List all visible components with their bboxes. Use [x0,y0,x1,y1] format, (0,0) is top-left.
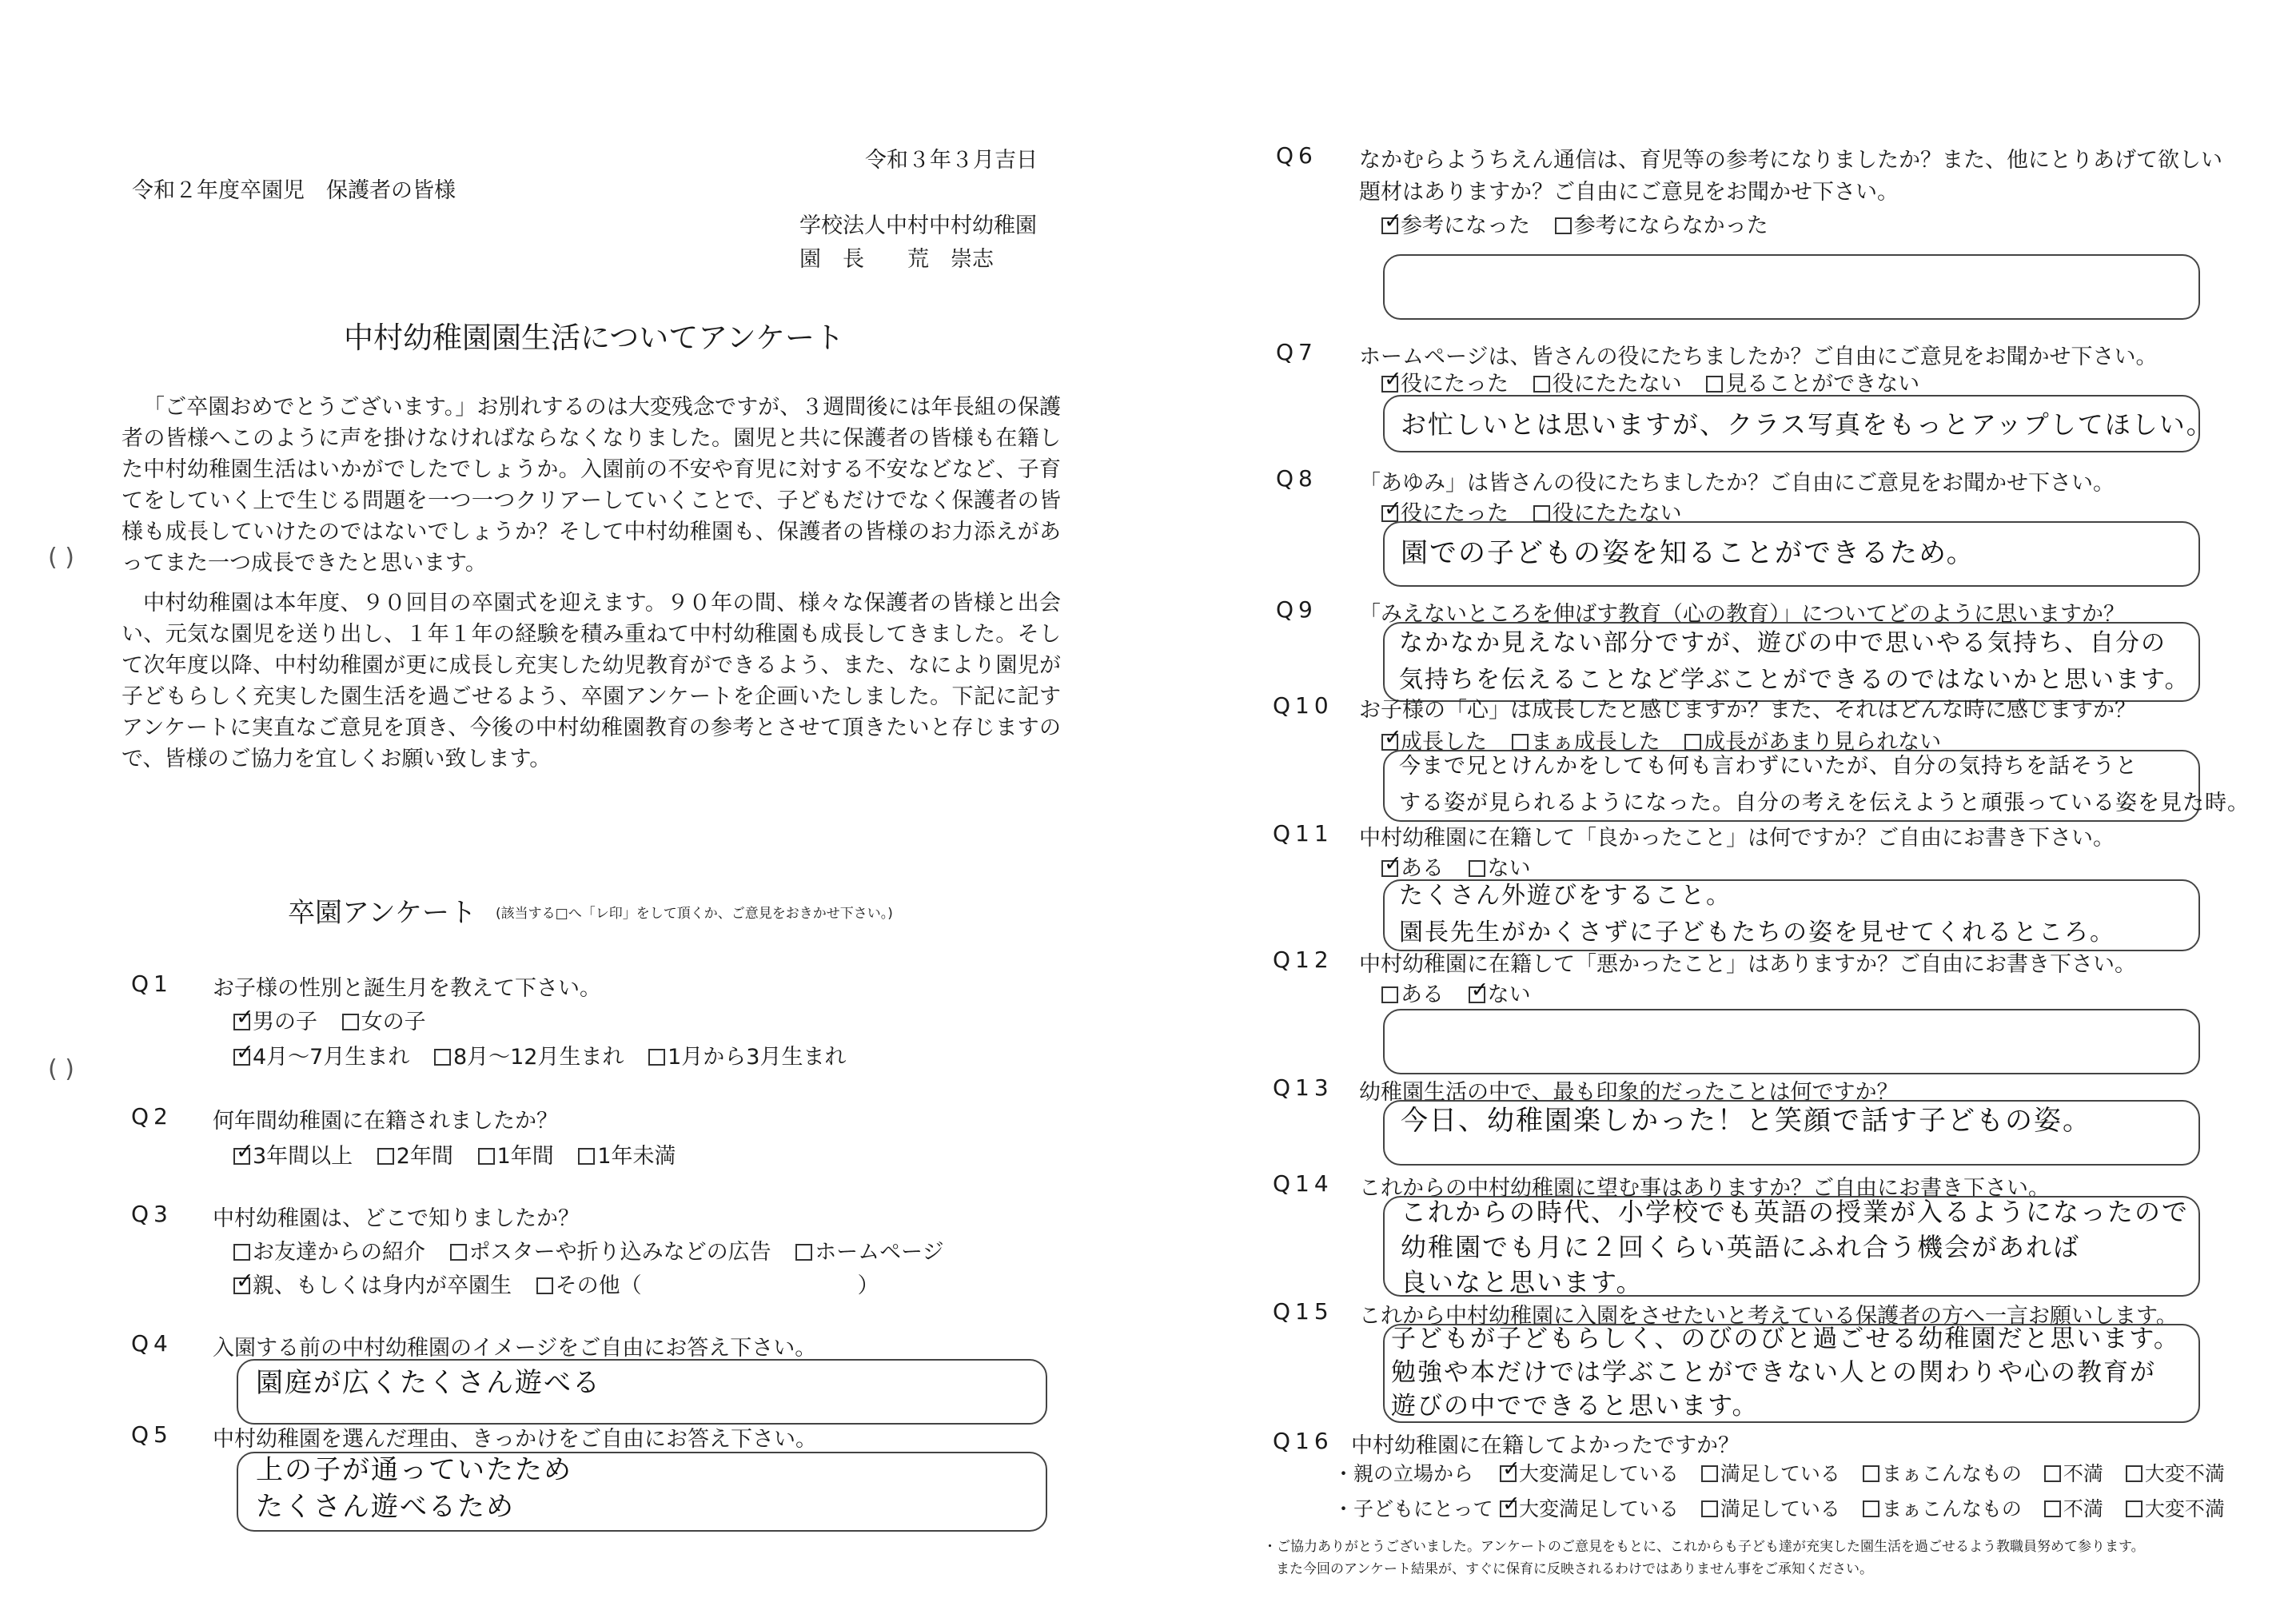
answer-line: なかなか見えない部分ですが、遊びの中で思いやる気持ち、自分の [1399,629,2166,657]
q13-text: 幼稚園生活の中で、最も印象的だったことは何ですか？ [1359,1080,1899,1105]
q11-answer [1399,878,2115,951]
checkbox[interactable] [2126,1465,2143,1482]
answer-line: 良いなと思います。 [1401,1267,1644,1297]
option[interactable]: まぁ成長した [1512,724,1660,755]
q6-number: Q6 [1276,142,1317,169]
checkbox[interactable] [1863,1500,1879,1517]
survey-note: (該当する□へ「レ印」をして頂くか、ご意見をおきかせ下さい。) [496,906,893,922]
q15-text: これから中村幼稚園に入園をさせたいと考えている保護者の方へ一言お願いします。 [1359,1304,2178,1329]
checkbox[interactable] [1469,860,1485,877]
checkbox[interactable] [1863,1465,1879,1482]
q3-number: Q3 [131,1201,173,1227]
q16-row-label: ・子どもにとって [1333,1497,1493,1520]
option[interactable]: ホームページ [795,1234,943,1265]
option[interactable]: 不満 [2044,1493,2103,1522]
checkbox[interactable] [2044,1465,2061,1482]
checkbox[interactable] [1533,376,1550,393]
intro-paragraph-2: 中村幼稚園は本年度、９０回目の卒園式を迎えます。９０年の間、様々な保護者の皆様と出会い、元気な園児を送り出し、１年１年の経験を積み重ねて中村幼稚園も成長してきました。そして次年度以降、中村幼稚園が更に成長し充実した幼児教育ができるよう、また、なにより園児が子どもらしく充実した園生活を過ごせるよう、卒園アンケートを企画いたしました。下記に記すアンケートに実直なご意見を頂き、今後の中村幼稚園教育の参考とさせて頂きたいと存じますので、皆様のご協力を宜しくお願い致します。 [122,591,1061,771]
option[interactable]: ✓役にたった [1381,366,1509,397]
footer-note-1: ・ご協力ありがとうございました。アンケートのご意見をもとに、これからも子ども達が充実した園生活を過ごせるよう教職員努めて参ります。 [1263,1539,2145,1555]
option[interactable]: 1年未満 [578,1138,676,1170]
q2-number: Q2 [131,1103,173,1130]
q1-options-birth [233,1039,863,1070]
q7-text: ホームページは、皆さんの役にたちましたか？ご自由にご意見をお聞かせ下さい。 [1359,345,2158,369]
checkbox[interactable] [2126,1500,2143,1517]
answer-line: 気持ちを伝えることなど学ぶことができるのではないかと思います。 [1399,666,2190,694]
option[interactable]: ✓ある [1381,851,1444,882]
option[interactable]: ない [1469,851,1531,882]
checkbox[interactable] [2044,1500,2061,1517]
checkbox[interactable] [1381,505,1398,522]
q2-options [233,1138,694,1170]
q6-text-2: 題材はありますか？ご自由にご意見をお聞かせ下さい。 [1359,180,1899,205]
q12-number: Q12 [1273,946,1333,973]
answer-line: たくさん遊べるため [256,1491,515,1523]
option[interactable]: 役にたたない [1533,366,1682,397]
answer-line: 今まで兄とけんかをしても何も言わずにいたが、自分の気持ちを話そうと [1399,754,2138,779]
checkbox[interactable] [536,1277,553,1294]
hole-punch-mark: ( ) [48,1055,74,1083]
q6-text-1: なかむらようちえん通信は、育児等の参考になりましたか？また、他にとりあげて欲しい [1359,148,2222,173]
q9-answer [1399,625,2190,699]
q1-number: Q1 [131,970,173,997]
option[interactable]: ある [1381,977,1444,1008]
checkbox[interactable] [1381,217,1398,234]
q10-number: Q10 [1273,692,1333,719]
answer-line: する姿が見られるようになった。自分の考えを伝えようと頑張っている姿を見た時。 [1399,791,2250,815]
q13-number: Q13 [1273,1074,1333,1101]
q16-number: Q16 [1273,1428,1333,1454]
option[interactable]: 満足している [1701,1493,1840,1522]
q10-text: お子様の「心」は成長したと感じますか？また、それはどんな時に感じますか？ [1359,698,2136,723]
checkbox[interactable] [1706,376,1723,393]
q10-answer [1399,748,2250,822]
header-recipient: 令和２年度卒園児 保護者の皆様 [132,178,456,203]
checkbox[interactable] [1500,1500,1517,1517]
checkbox[interactable] [1381,734,1398,751]
answer-line: これからの時代、小学校でも英語の授業が入るようになったので [1401,1197,2190,1227]
checkbox[interactable] [1381,376,1398,393]
option[interactable]: 満足している [1701,1458,1840,1487]
checkbox[interactable] [1701,1500,1718,1517]
option[interactable]: 不満 [2044,1458,2103,1487]
option[interactable]: 大変不満 [2126,1493,2225,1522]
option[interactable]: 役にたたない [1533,496,1682,527]
option[interactable]: 参考にならなかった [1555,208,1768,239]
checkbox[interactable] [1533,505,1550,522]
q16-options-parent [1333,1458,2225,1487]
option[interactable]: ポスターや折り込みなどの広告 [450,1234,771,1265]
answer-line: 園長先生がかくさずに子どもたちの姿を見せてくれるところ。 [1399,919,2115,946]
q5-answer [256,1452,572,1525]
option[interactable]: 女の子 [342,1004,426,1035]
q7-options [1381,366,1937,397]
q8-text: 「あゆみ」は皆さんの役にたちましたか？ご自由にご意見をお聞かせ下さい。 [1359,471,2115,496]
option[interactable]: ✓4月～7月生まれ [233,1039,409,1070]
q12-text: 中村幼稚園に在籍して「悪かったこと」はありますか？ご自由にお書き下さい。 [1359,952,2136,977]
q3-text: 中村幼稚園は、どこで知りましたか？ [213,1206,580,1231]
option[interactable]: 見ることができない [1706,366,1919,397]
q13-answer: 今日、幼稚園楽しかった！と笑顔で話す子どもの姿。 [1401,1105,2091,1137]
option[interactable]: ✓役にたった [1381,496,1509,527]
survey-heading: 卒園アンケート [288,897,476,929]
checkbox[interactable] [1381,986,1398,1003]
checkbox[interactable] [1469,986,1485,1003]
header-date: 令和３年３月吉日 [865,148,1038,173]
checkbox[interactable] [648,1049,665,1066]
checkbox[interactable] [1555,217,1572,234]
q12-answer-box[interactable] [1383,1009,2200,1074]
q4-number: Q4 [131,1330,173,1357]
checkbox[interactable] [1381,860,1398,877]
checkbox[interactable] [450,1244,467,1261]
checkbox[interactable] [1500,1465,1517,1482]
q14-answer [1401,1194,2189,1300]
q7-answer: お忙しいとは思いますが、クラス写真をもっとアップしてほしい。 [1401,409,2214,440]
q1-text: お子様の性別と誕生月を教えて下さい。 [213,976,601,1001]
option[interactable]: ✓成長した [1381,724,1487,755]
q8-answer: 園での子どもの姿を知ることができるため。 [1401,537,1975,569]
checkbox[interactable] [233,1014,250,1030]
answer-line: 遊びの中でできると思います。 [1391,1392,1759,1421]
q11-number: Q11 [1273,820,1333,847]
q5-text: 中村幼稚園を選んだ理由、きっかけをご自由にお答え下さい。 [213,1427,817,1452]
checkbox[interactable] [377,1148,394,1165]
q5-number: Q5 [131,1421,173,1448]
header-org: 学校法人中村中村幼稚園 [799,213,1037,238]
checkbox[interactable] [578,1148,595,1165]
q4-answer: 園庭が広くたくさん遊べる [256,1367,601,1399]
q16-text: 中村幼稚園に在籍してよかったですか？ [1351,1433,1740,1458]
q14-number: Q14 [1273,1170,1333,1197]
q12-options [1381,977,1549,1008]
q7-number: Q7 [1276,339,1317,365]
option[interactable]: ✓ ない [1469,977,1531,1008]
answer-line: 勉強や本だけでは学ぶことができない人との関わりや心の教育が [1391,1358,2156,1387]
q4-text: 入園する前の中村幼稚園のイメージをご自由にお答え下さい。 [213,1336,817,1361]
checkbox[interactable] [478,1148,495,1165]
option[interactable]: 成長があまり見られない [1684,724,1941,755]
option[interactable]: ✓親、もしくは身内が卒園生 [233,1268,512,1299]
checkbox[interactable] [233,1148,250,1165]
q2-text: 何年間幼稚園に在籍されましたか？ [213,1109,558,1134]
option[interactable]: 1月から3月生まれ [648,1039,846,1070]
header-principal: 園 長 荒 崇志 [799,247,994,272]
option[interactable]: 大変不満 [2126,1458,2225,1487]
q6-answer-box[interactable] [1383,254,2200,320]
checkbox[interactable] [795,1244,812,1261]
q6-options [1381,208,1786,239]
footer-note-2: また今回のアンケート結果が、すぐに保育に反映されるわけではありません事をご承知ください。 [1276,1561,1873,1577]
q14-text: これからの中村幼稚園に望む事はありますか？ご自由にお書き下さい。 [1359,1176,2050,1201]
option[interactable]: 2年間 [377,1138,453,1170]
option[interactable]: その他（ ） [536,1268,879,1299]
option[interactable]: お友達からの紹介 [233,1234,425,1265]
q16-row-label: ・親の立場から [1333,1462,1474,1485]
q3-options-row2 [233,1268,897,1299]
q9-text: 「みえないところを伸ばす教育（心の教育）」についてどのように思いますか？ [1359,602,2125,627]
checkbox[interactable] [233,1277,250,1294]
answer-line: 幼稚園でも月に２回くらい英語にふれ合う機会があれば [1401,1232,2081,1262]
option[interactable]: まぁこんなもの [1863,1458,2022,1487]
answer-line: 上の子が通っていたため [256,1454,572,1486]
checkbox[interactable] [1701,1465,1718,1482]
option[interactable]: 1年間 [478,1138,554,1170]
q11-text: 中村幼稚園に在籍して「良かったこと」は何ですか？ご自由にお書き下さい。 [1359,826,2115,851]
q15-number: Q15 [1273,1298,1333,1325]
hole-punch-mark: ( ) [48,544,74,572]
answer-line: たくさん外遊びをすること。 [1399,882,1732,910]
checkbox[interactable] [233,1244,250,1261]
answer-line: 子どもが子どもらしく、のびのびと過ごせる幼稚園だと思います。 [1391,1325,2180,1353]
page-title: 中村幼稚園園生活についてアンケート [344,321,845,355]
checkbox[interactable] [342,1014,359,1030]
q8-number: Q8 [1276,465,1317,492]
q15-answer [1391,1322,2180,1423]
q3-options-row1 [233,1234,962,1265]
q16-options-child [1333,1493,2225,1522]
checkbox[interactable] [434,1049,451,1066]
option[interactable]: ✓ 大変満足している [1500,1493,1679,1522]
checkbox[interactable] [233,1049,250,1066]
q9-number: Q9 [1276,596,1317,623]
option[interactable]: ✓ 大変満足している [1500,1458,1679,1487]
option[interactable]: まぁこんなもの [1863,1493,2022,1522]
q1-options-gender [233,1004,444,1035]
option[interactable]: 8月～12月生まれ [434,1039,624,1070]
option[interactable]: ✓3年間以上 [233,1138,353,1170]
option[interactable]: ✓男の子 [233,1004,317,1035]
intro-paragraph-1: 「ご卒園おめでとうございます。」お別れするのは大変残念ですが、３週間後には年長組の保護者の皆様へこのように声を掛けなければならなくなりました。園児と共に保護者の皆様も在籍した中村幼稚園生活はいかがでしたでしょうか。入園前の不安や育児に対する不安などなど、子育てをしていく上で生じる問題を一つ一つクリアーしていくことで、子どもだけでなく保護者の皆様も成長していけたのではないでしょうか？そして中村幼稚園も、保護者の皆様のお力添えがあってまた一つ成長できたと思います。 [122,395,1061,576]
option[interactable]: ✓参考になった [1381,208,1530,239]
